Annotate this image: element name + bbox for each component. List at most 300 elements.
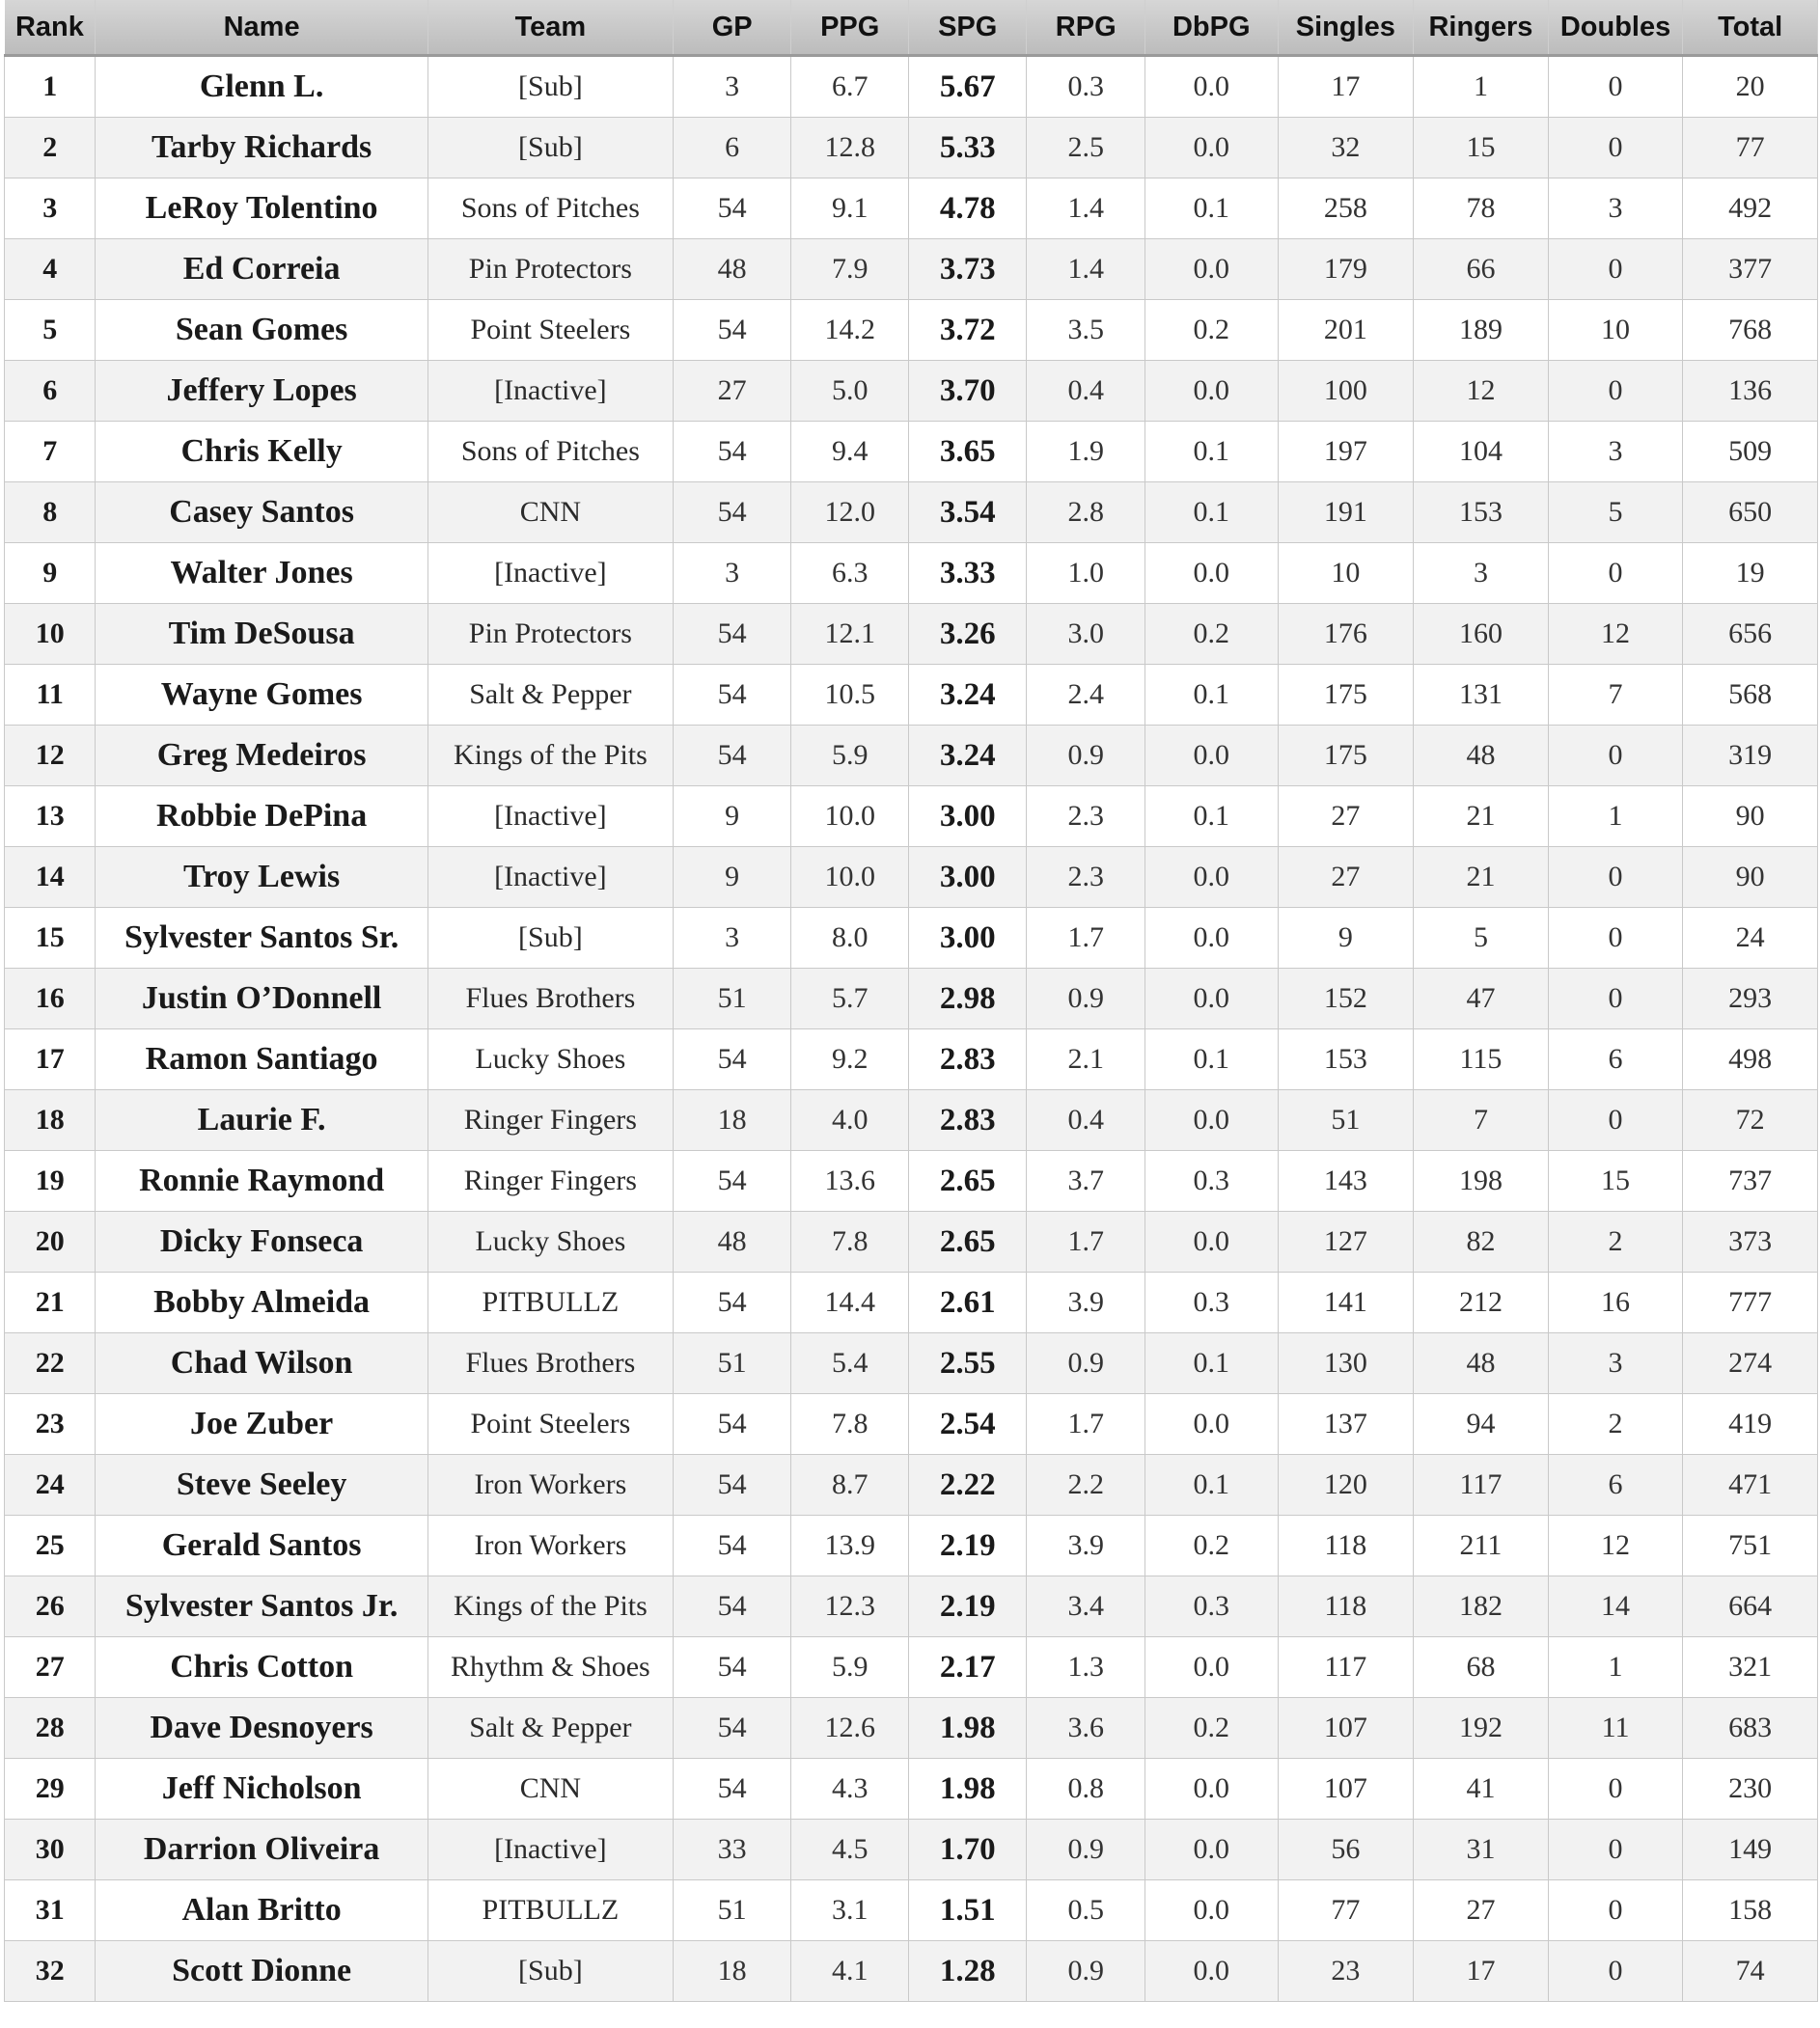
table-row[interactable] [5, 1516, 1818, 1576]
cell-dbpg: 0.0 [1144, 1394, 1278, 1455]
cell-doubles: 0 [1548, 908, 1683, 969]
cell-total: 509 [1683, 422, 1818, 482]
cell-rank: 17 [5, 1029, 96, 1090]
cell-spg: 2.55 [908, 1333, 1027, 1394]
table-row[interactable] [5, 1637, 1818, 1698]
cell-spg: 2.54 [908, 1394, 1027, 1455]
cell-dbpg: 0.2 [1144, 604, 1278, 665]
table-row[interactable] [5, 1759, 1818, 1820]
cell-doubles: 2 [1548, 1212, 1683, 1273]
cell-name: Dave Desnoyers [96, 1698, 427, 1759]
cell-singles: 9 [1278, 908, 1414, 969]
cell-rank: 28 [5, 1698, 96, 1759]
cell-dbpg: 0.0 [1144, 908, 1278, 969]
header-total[interactable]: Total [1683, 0, 1818, 56]
table-row[interactable] [5, 908, 1818, 969]
cell-ppg: 9.2 [791, 1029, 909, 1090]
cell-doubles: 3 [1548, 1333, 1683, 1394]
cell-spg: 2.98 [908, 969, 1027, 1029]
cell-doubles: 0 [1548, 1880, 1683, 1941]
cell-rank: 4 [5, 239, 96, 300]
cell-spg: 2.65 [908, 1151, 1027, 1212]
cell-doubles: 0 [1548, 543, 1683, 604]
header-doubles[interactable]: Doubles [1548, 0, 1683, 56]
cell-rank: 27 [5, 1637, 96, 1698]
cell-spg: 2.83 [908, 1090, 1027, 1151]
cell-ppg: 10.0 [791, 786, 909, 847]
table-row[interactable] [5, 1212, 1818, 1273]
cell-singles: 107 [1278, 1698, 1414, 1759]
table-row[interactable] [5, 543, 1818, 604]
cell-rpg: 1.7 [1027, 1212, 1145, 1273]
cell-spg: 3.33 [908, 543, 1027, 604]
cell-ppg: 8.7 [791, 1455, 909, 1516]
cell-ppg: 4.5 [791, 1820, 909, 1880]
cell-team: [Inactive] [427, 361, 673, 422]
cell-ringers: 17 [1414, 1941, 1549, 2002]
header-dbpg[interactable]: DbPG [1144, 0, 1278, 56]
header-singles[interactable]: Singles [1278, 0, 1414, 56]
cell-doubles: 12 [1548, 604, 1683, 665]
cell-rpg: 0.9 [1027, 726, 1145, 786]
header-gp[interactable]: GP [673, 0, 791, 56]
table-row[interactable] [5, 969, 1818, 1029]
cell-ringers: 27 [1414, 1880, 1549, 1941]
table-row[interactable] [5, 56, 1818, 118]
cell-ringers: 82 [1414, 1212, 1549, 1273]
cell-total: 149 [1683, 1820, 1818, 1880]
cell-ringers: 7 [1414, 1090, 1549, 1151]
table-row[interactable] [5, 604, 1818, 665]
cell-total: 90 [1683, 786, 1818, 847]
table-row[interactable] [5, 1698, 1818, 1759]
cell-doubles: 5 [1548, 482, 1683, 543]
cell-ppg: 5.0 [791, 361, 909, 422]
cell-rpg: 0.9 [1027, 1820, 1145, 1880]
cell-rank: 3 [5, 178, 96, 239]
table-header [5, 0, 1818, 56]
cell-team: Rhythm & Shoes [427, 1637, 673, 1698]
cell-doubles: 0 [1548, 239, 1683, 300]
cell-singles: 32 [1278, 118, 1414, 178]
cell-total: 158 [1683, 1880, 1818, 1941]
cell-dbpg: 0.1 [1144, 178, 1278, 239]
header-spg[interactable]: SPG [908, 0, 1027, 56]
cell-rpg: 3.9 [1027, 1273, 1145, 1333]
cell-total: 230 [1683, 1759, 1818, 1820]
cell-name: Jeff Nicholson [96, 1759, 427, 1820]
cell-rank: 7 [5, 422, 96, 482]
cell-gp: 51 [673, 969, 791, 1029]
table-row[interactable] [5, 1029, 1818, 1090]
cell-team: Kings of the Pits [427, 726, 673, 786]
cell-name: Troy Lewis [96, 847, 427, 908]
cell-ppg: 10.5 [791, 665, 909, 726]
cell-team: [Inactive] [427, 543, 673, 604]
cell-team: Sons of Pitches [427, 422, 673, 482]
cell-total: 321 [1683, 1637, 1818, 1698]
cell-name: Joe Zuber [96, 1394, 427, 1455]
cell-rank: 18 [5, 1090, 96, 1151]
cell-total: 293 [1683, 969, 1818, 1029]
cell-dbpg: 0.0 [1144, 1820, 1278, 1880]
cell-ringers: 198 [1414, 1151, 1549, 1212]
cell-name: Sylvester Santos Jr. [96, 1576, 427, 1637]
cell-ppg: 8.0 [791, 908, 909, 969]
cell-rank: 5 [5, 300, 96, 361]
cell-spg: 1.51 [908, 1880, 1027, 1941]
cell-total: 492 [1683, 178, 1818, 239]
cell-spg: 2.17 [908, 1637, 1027, 1698]
cell-total: 72 [1683, 1090, 1818, 1151]
cell-dbpg: 0.2 [1144, 300, 1278, 361]
cell-singles: 27 [1278, 786, 1414, 847]
table-row[interactable] [5, 1090, 1818, 1151]
cell-rpg: 2.8 [1027, 482, 1145, 543]
cell-ringers: 5 [1414, 908, 1549, 969]
cell-dbpg: 0.2 [1144, 1516, 1278, 1576]
cell-spg: 5.67 [908, 56, 1027, 118]
table-row[interactable] [5, 726, 1818, 786]
cell-singles: 152 [1278, 969, 1414, 1029]
cell-doubles: 0 [1548, 1820, 1683, 1880]
cell-team: Iron Workers [427, 1455, 673, 1516]
cell-name: Ronnie Raymond [96, 1151, 427, 1212]
header-rpg[interactable]: RPG [1027, 0, 1145, 56]
cell-gp: 54 [673, 178, 791, 239]
table-row[interactable] [5, 300, 1818, 361]
cell-gp: 3 [673, 908, 791, 969]
cell-team: Pin Protectors [427, 604, 673, 665]
cell-rpg: 2.4 [1027, 665, 1145, 726]
cell-spg: 2.19 [908, 1576, 1027, 1637]
cell-team: Flues Brothers [427, 1333, 673, 1394]
cell-rpg: 1.3 [1027, 1637, 1145, 1698]
cell-spg: 3.24 [908, 665, 1027, 726]
table-row[interactable] [5, 482, 1818, 543]
cell-name: Ed Correia [96, 239, 427, 300]
cell-spg: 3.70 [908, 361, 1027, 422]
cell-dbpg: 0.0 [1144, 1212, 1278, 1273]
cell-singles: 23 [1278, 1941, 1414, 2002]
cell-singles: 100 [1278, 361, 1414, 422]
cell-singles: 191 [1278, 482, 1414, 543]
cell-rpg: 0.3 [1027, 56, 1145, 118]
cell-team: Kings of the Pits [427, 1576, 673, 1637]
cell-singles: 175 [1278, 726, 1414, 786]
cell-team: Iron Workers [427, 1516, 673, 1576]
header-row [5, 0, 1818, 56]
cell-ringers: 104 [1414, 422, 1549, 482]
cell-gp: 54 [673, 1029, 791, 1090]
cell-name: Scott Dionne [96, 1941, 427, 2002]
cell-total: 377 [1683, 239, 1818, 300]
cell-ringers: 192 [1414, 1698, 1549, 1759]
cell-gp: 54 [673, 422, 791, 482]
table-row[interactable] [5, 1455, 1818, 1516]
cell-gp: 54 [673, 1151, 791, 1212]
cell-dbpg: 0.1 [1144, 1029, 1278, 1090]
cell-ppg: 5.7 [791, 969, 909, 1029]
table-row[interactable] [5, 847, 1818, 908]
cell-dbpg: 0.0 [1144, 56, 1278, 118]
cell-doubles: 0 [1548, 56, 1683, 118]
table-row[interactable] [5, 239, 1818, 300]
cell-name: Justin O’Donnell [96, 969, 427, 1029]
cell-dbpg: 0.0 [1144, 543, 1278, 604]
cell-dbpg: 0.0 [1144, 969, 1278, 1029]
cell-spg: 2.22 [908, 1455, 1027, 1516]
cell-dbpg: 0.1 [1144, 786, 1278, 847]
cell-team: Ringer Fingers [427, 1090, 673, 1151]
header-ppg[interactable]: PPG [791, 0, 909, 56]
cell-doubles: 3 [1548, 178, 1683, 239]
cell-gp: 9 [673, 786, 791, 847]
cell-team: Pin Protectors [427, 239, 673, 300]
cell-ppg: 13.6 [791, 1151, 909, 1212]
cell-total: 74 [1683, 1941, 1818, 2002]
cell-ppg: 12.3 [791, 1576, 909, 1637]
cell-team: Flues Brothers [427, 969, 673, 1029]
cell-ringers: 94 [1414, 1394, 1549, 1455]
cell-rank: 1 [5, 56, 96, 118]
cell-spg: 1.98 [908, 1698, 1027, 1759]
cell-name: Jeffery Lopes [96, 361, 427, 422]
cell-name: Tim DeSousa [96, 604, 427, 665]
cell-total: 24 [1683, 908, 1818, 969]
cell-rank: 29 [5, 1759, 96, 1820]
cell-rpg: 1.4 [1027, 239, 1145, 300]
cell-dbpg: 0.0 [1144, 847, 1278, 908]
header-ringers[interactable]: Ringers [1414, 0, 1549, 56]
cell-rpg: 1.7 [1027, 908, 1145, 969]
cell-name: Dicky Fonseca [96, 1212, 427, 1273]
cell-singles: 179 [1278, 239, 1414, 300]
cell-name: Chris Kelly [96, 422, 427, 482]
cell-name: Gerald Santos [96, 1516, 427, 1576]
cell-ppg: 7.8 [791, 1394, 909, 1455]
cell-rpg: 2.3 [1027, 847, 1145, 908]
cell-doubles: 6 [1548, 1029, 1683, 1090]
cell-ppg: 4.3 [791, 1759, 909, 1820]
cell-rpg: 0.9 [1027, 969, 1145, 1029]
cell-total: 568 [1683, 665, 1818, 726]
cell-rank: 19 [5, 1151, 96, 1212]
cell-ppg: 7.9 [791, 239, 909, 300]
cell-team: Ringer Fingers [427, 1151, 673, 1212]
cell-spg: 2.65 [908, 1212, 1027, 1273]
cell-total: 319 [1683, 726, 1818, 786]
cell-ringers: 189 [1414, 300, 1549, 361]
cell-rank: 23 [5, 1394, 96, 1455]
cell-gp: 54 [673, 300, 791, 361]
cell-ppg: 12.6 [791, 1698, 909, 1759]
cell-ppg: 9.1 [791, 178, 909, 239]
cell-name: Greg Medeiros [96, 726, 427, 786]
table-row[interactable] [5, 1880, 1818, 1941]
cell-singles: 51 [1278, 1090, 1414, 1151]
cell-ringers: 131 [1414, 665, 1549, 726]
cell-spg: 3.26 [908, 604, 1027, 665]
cell-rpg: 0.9 [1027, 1941, 1145, 2002]
cell-rank: 10 [5, 604, 96, 665]
cell-team: Point Steelers [427, 300, 673, 361]
cell-singles: 141 [1278, 1273, 1414, 1333]
cell-rpg: 0.8 [1027, 1759, 1145, 1820]
cell-rank: 25 [5, 1516, 96, 1576]
cell-team: [Sub] [427, 908, 673, 969]
cell-ppg: 12.8 [791, 118, 909, 178]
cell-rank: 32 [5, 1941, 96, 2002]
cell-doubles: 0 [1548, 1941, 1683, 2002]
cell-ppg: 6.3 [791, 543, 909, 604]
header-team[interactable]: Team [427, 0, 673, 56]
header-name[interactable]: Name [96, 0, 427, 56]
cell-gp: 6 [673, 118, 791, 178]
cell-name: Sylvester Santos Sr. [96, 908, 427, 969]
cell-rpg: 2.1 [1027, 1029, 1145, 1090]
cell-gp: 51 [673, 1880, 791, 1941]
table-row[interactable] [5, 178, 1818, 239]
cell-doubles: 12 [1548, 1516, 1683, 1576]
cell-rank: 8 [5, 482, 96, 543]
cell-gp: 18 [673, 1941, 791, 2002]
cell-dbpg: 0.0 [1144, 118, 1278, 178]
cell-gp: 51 [673, 1333, 791, 1394]
cell-rank: 31 [5, 1880, 96, 1941]
cell-doubles: 6 [1548, 1455, 1683, 1516]
cell-doubles: 0 [1548, 847, 1683, 908]
table-row[interactable] [5, 1576, 1818, 1637]
cell-singles: 77 [1278, 1880, 1414, 1941]
cell-team: Lucky Shoes [427, 1029, 673, 1090]
cell-ringers: 153 [1414, 482, 1549, 543]
cell-total: 498 [1683, 1029, 1818, 1090]
cell-total: 650 [1683, 482, 1818, 543]
table-row[interactable] [5, 422, 1818, 482]
cell-rpg: 3.0 [1027, 604, 1145, 665]
cell-dbpg: 0.0 [1144, 1637, 1278, 1698]
cell-total: 777 [1683, 1273, 1818, 1333]
cell-total: 77 [1683, 118, 1818, 178]
cell-rpg: 0.4 [1027, 361, 1145, 422]
cell-gp: 54 [673, 1394, 791, 1455]
cell-spg: 3.65 [908, 422, 1027, 482]
cell-singles: 127 [1278, 1212, 1414, 1273]
table-row[interactable] [5, 118, 1818, 178]
cell-total: 19 [1683, 543, 1818, 604]
cell-total: 737 [1683, 1151, 1818, 1212]
cell-singles: 153 [1278, 1029, 1414, 1090]
cell-rpg: 3.9 [1027, 1516, 1145, 1576]
cell-ppg: 3.1 [791, 1880, 909, 1941]
table-row[interactable] [5, 1941, 1818, 2002]
cell-rpg: 3.5 [1027, 300, 1145, 361]
table-row[interactable] [5, 1333, 1818, 1394]
cell-ppg: 5.9 [791, 1637, 909, 1698]
cell-total: 274 [1683, 1333, 1818, 1394]
cell-spg: 5.33 [908, 118, 1027, 178]
cell-rank: 26 [5, 1576, 96, 1637]
cell-rpg: 3.6 [1027, 1698, 1145, 1759]
cell-team: CNN [427, 1759, 673, 1820]
cell-gp: 54 [673, 1759, 791, 1820]
cell-ringers: 117 [1414, 1455, 1549, 1516]
cell-rank: 15 [5, 908, 96, 969]
cell-gp: 54 [673, 1576, 791, 1637]
cell-total: 656 [1683, 604, 1818, 665]
cell-rank: 22 [5, 1333, 96, 1394]
cell-team: Salt & Pepper [427, 1698, 673, 1759]
cell-ringers: 66 [1414, 239, 1549, 300]
cell-singles: 10 [1278, 543, 1414, 604]
cell-dbpg: 0.0 [1144, 239, 1278, 300]
cell-ringers: 15 [1414, 118, 1549, 178]
table-row[interactable] [5, 786, 1818, 847]
cell-dbpg: 0.0 [1144, 361, 1278, 422]
cell-name: Darrion Oliveira [96, 1820, 427, 1880]
cell-dbpg: 0.3 [1144, 1576, 1278, 1637]
cell-name: Sean Gomes [96, 300, 427, 361]
cell-team: Sons of Pitches [427, 178, 673, 239]
cell-team: Lucky Shoes [427, 1212, 673, 1273]
header-rank[interactable]: Rank [5, 0, 96, 56]
cell-ppg: 4.1 [791, 1941, 909, 2002]
cell-gp: 54 [673, 482, 791, 543]
cell-ppg: 7.8 [791, 1212, 909, 1273]
cell-doubles: 2 [1548, 1394, 1683, 1455]
cell-team: [Sub] [427, 1941, 673, 2002]
cell-rank: 13 [5, 786, 96, 847]
cell-spg: 3.72 [908, 300, 1027, 361]
cell-rank: 30 [5, 1820, 96, 1880]
table-row[interactable] [5, 665, 1818, 726]
cell-name: Alan Britto [96, 1880, 427, 1941]
cell-singles: 118 [1278, 1516, 1414, 1576]
table-row[interactable] [5, 361, 1818, 422]
cell-team: [Inactive] [427, 847, 673, 908]
cell-singles: 17 [1278, 56, 1414, 118]
cell-spg: 1.28 [908, 1941, 1027, 2002]
table-row[interactable] [5, 1820, 1818, 1880]
cell-dbpg: 0.1 [1144, 665, 1278, 726]
table-row[interactable] [5, 1394, 1818, 1455]
cell-spg: 1.70 [908, 1820, 1027, 1880]
cell-ppg: 9.4 [791, 422, 909, 482]
table-row[interactable] [5, 1273, 1818, 1333]
cell-team: [Sub] [427, 118, 673, 178]
cell-doubles: 0 [1548, 969, 1683, 1029]
table-row[interactable] [5, 1151, 1818, 1212]
cell-name: Ramon Santiago [96, 1029, 427, 1090]
cell-dbpg: 0.0 [1144, 1090, 1278, 1151]
cell-ppg: 12.0 [791, 482, 909, 543]
cell-name: Bobby Almeida [96, 1273, 427, 1333]
cell-spg: 2.19 [908, 1516, 1027, 1576]
cell-name: LeRoy Tolentino [96, 178, 427, 239]
cell-team: Salt & Pepper [427, 665, 673, 726]
cell-dbpg: 0.3 [1144, 1273, 1278, 1333]
cell-rpg: 3.7 [1027, 1151, 1145, 1212]
cell-total: 90 [1683, 847, 1818, 908]
cell-team: PITBULLZ [427, 1273, 673, 1333]
cell-ringers: 212 [1414, 1273, 1549, 1333]
cell-doubles: 0 [1548, 726, 1683, 786]
cell-dbpg: 0.2 [1144, 1698, 1278, 1759]
cell-spg: 3.54 [908, 482, 1027, 543]
cell-name: Tarby Richards [96, 118, 427, 178]
cell-rank: 12 [5, 726, 96, 786]
